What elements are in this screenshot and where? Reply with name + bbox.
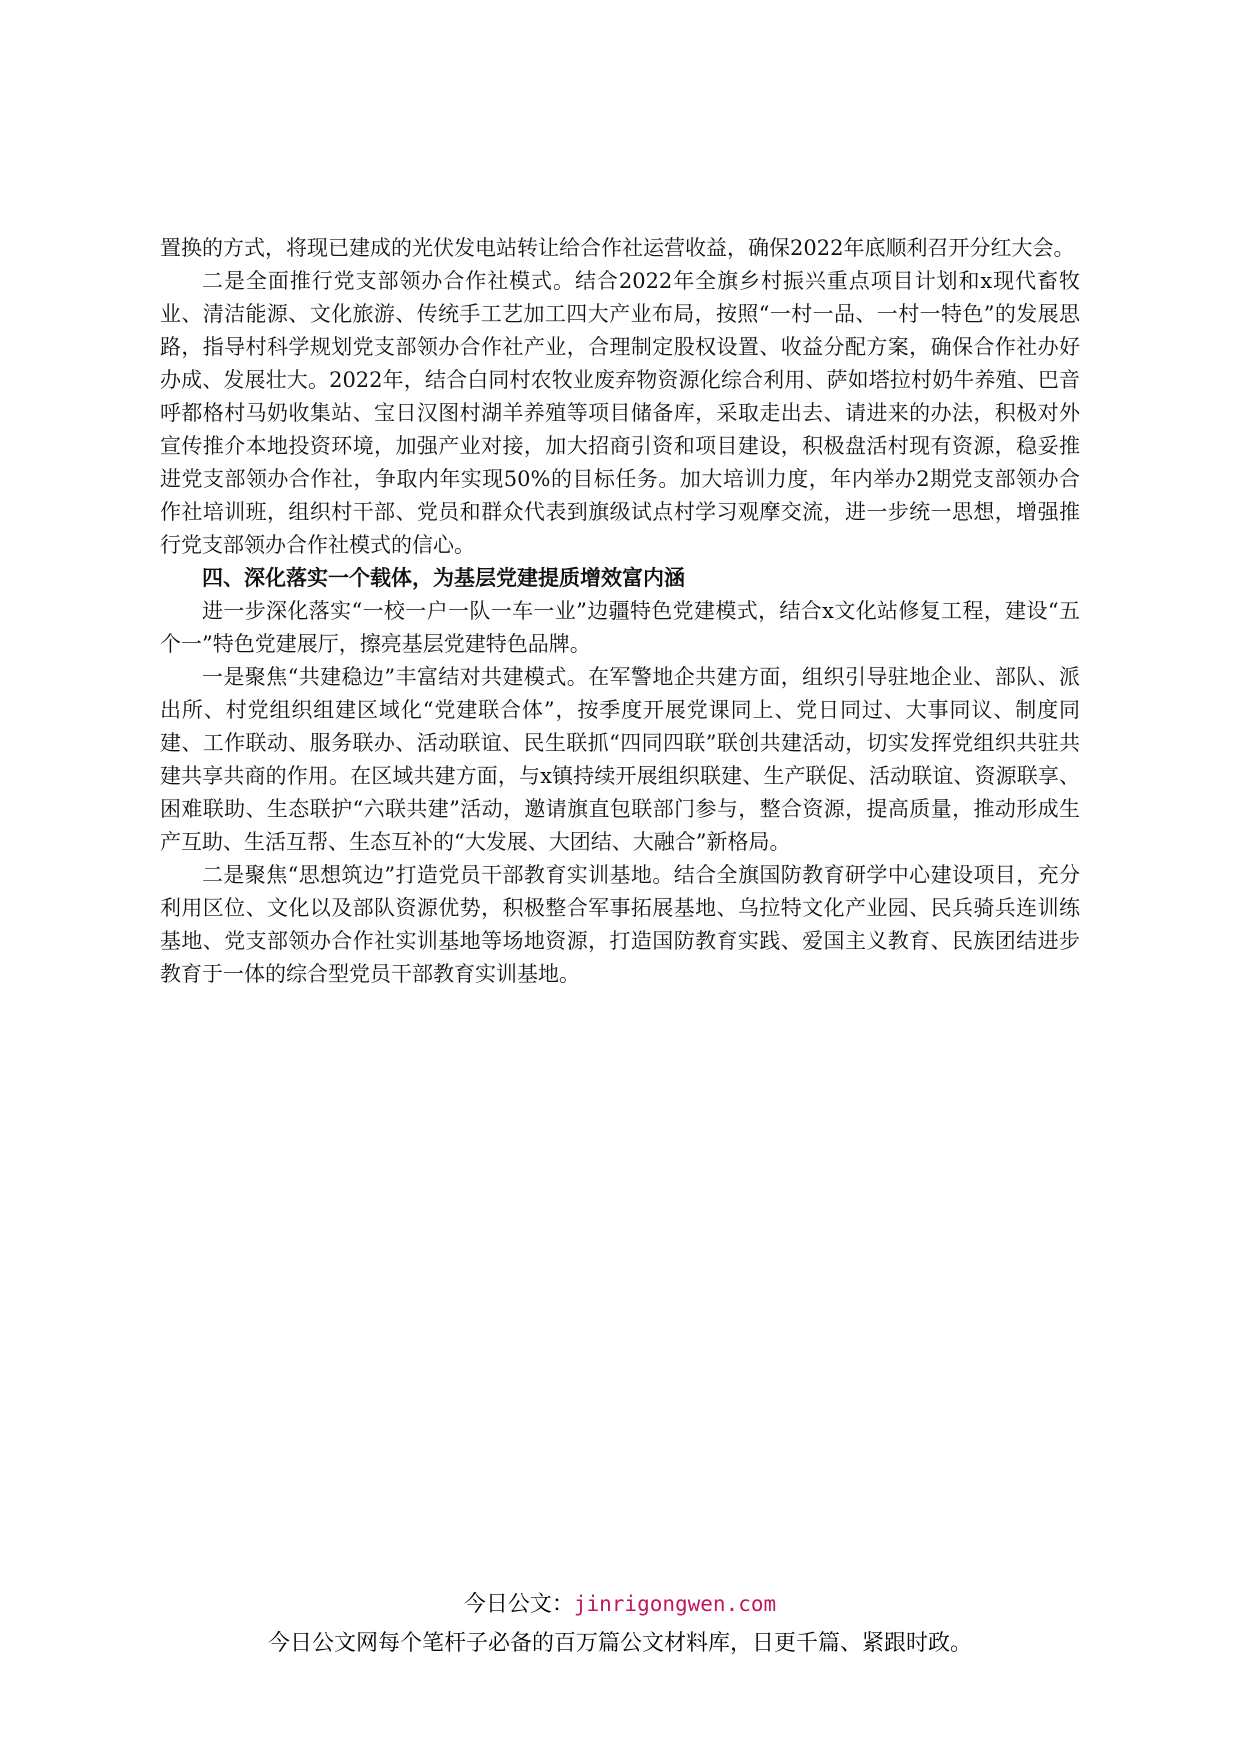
paragraph-continuation: 置换的方式，将现已建成的光伏发电站转让给合作社运营收益，确保2022年底顺利召开分红大会。 <box>160 236 1075 260</box>
footer-slogan: 今日公文网每个笔杆子必备的百万篇公文材料库，日更千篇、紧跟时政。 <box>267 1631 972 1656</box>
paragraph-cooperative-model: 二是全面推行党支部领办合作社模式。结合2022年全旗乡村振兴重点项目计划和x现代畜牧业、清洁能源、文化旅游、传统手工艺加工四大产业布局，按照“一村一品、一村一特色”的发展思路，指导村科学规划党支部领办合作社产业，合理制定股权设置、收益分配方案，确保合作社办好办成、发展壮大。2022年，结合白同村农牧业废弃物资源化综合利用、萨如塔拉村奶牛养殖、巴音呼都格村马奶收集站、宝日汉图村湖羊养殖等项目储备库，采取走出去、请进来的办法，积极对外宣传推介本地投资环境，加强产业对接，加大招商引资和项目建设，积极盘活村现有资源，稳妥推进党支部领办合作社，争取内年实现50%的目标任务。加大培训力度，年内举办2期党支部领办合作社培训班，组织村干部、党员和群众代表到旗级试点村学习观摩交流，进一步统一思想，增强推行党支部领办合作社模式的信心。 <box>160 269 1080 557</box>
paragraph-joint-construction: 一是聚焦“共建稳边”丰富结对共建模式。在军警地企共建方面，组织引导驻地企业、部队、派出所、村党组织组建区域化“党建联合体”，按季度开展党课同上、党日同过、大事同议、制度同建、工作联动、服务联办、活动联谊、民生联抓“四同四联”联创共建活动，切实发挥党组织共驻共建共享共商的作用。在区域共建方面，与x镇持续开展组织联建、生产联促、活动联谊、资源联享、困难联助、生态联护“六联共建”活动，邀请旗直包联部门参与，整合资源，提高质量，推动形成生产互助、生活互帮、生态互补的“大发展、大团结、大融合”新格局。 <box>160 665 1080 854</box>
paragraph-training-base: 二是聚焦“思想筑边”打造党员干部教育实训基地。结合全旗国防教育研学中心建设项目，充分利用区位、文化以及部队资源优势，积极整合军事拓展基地、乌拉特文化产业园、民兵骑兵连训练基地、党支部领办合作社实训基地等场地资源，打造国防教育实践、爱国主义教育、民族团结进步教育于一体的综合型党员干部教育实训基地。 <box>160 863 1080 986</box>
paragraph-border-party-model: 进一步深化落实“一校一户一队一车一业”边疆特色党建模式，结合x文化站修复工程，建设“五个一”特色党建展厅，擦亮基层党建特色品牌。 <box>160 599 1080 656</box>
footer-site-line <box>0 1589 1240 1620</box>
document-body <box>160 232 1080 991</box>
section-heading-four: 四、深化落实一个载体，为基层党建提质增效富内涵 <box>202 566 685 590</box>
footer-prefix: 今日公文： <box>463 1592 574 1617</box>
footer-site-link[interactable]: jinrigongwen.com <box>573 1592 777 1616</box>
